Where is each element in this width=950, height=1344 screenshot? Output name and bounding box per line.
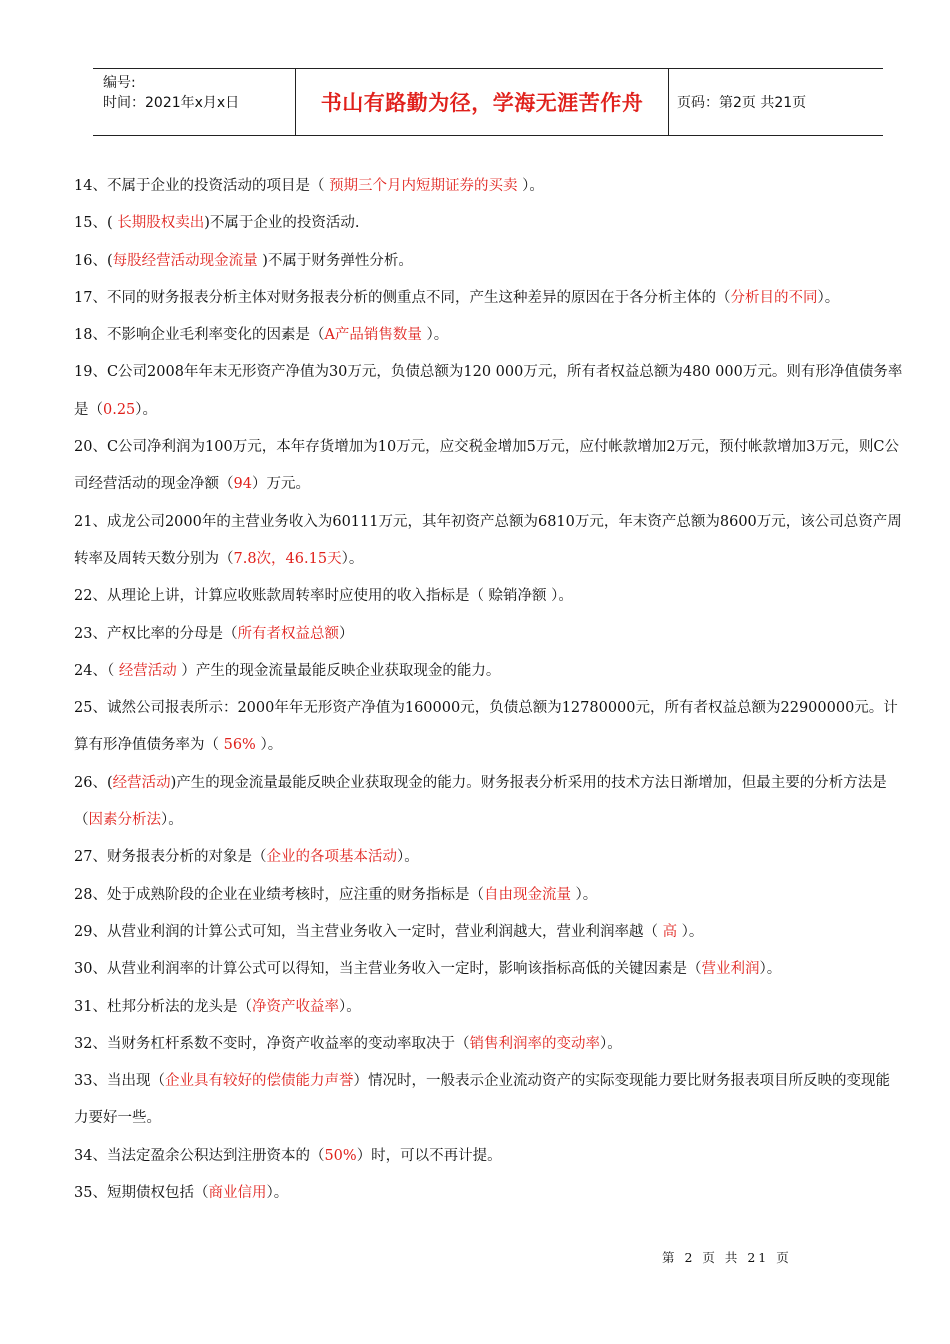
question-text: 19、C公司2008年年末无形资产净值为30万元，负债总额为120 000万元，所有者权益总额为480 000万元。则有形净值债务率是（ [74, 364, 903, 418]
question-text: 25、诚然公司报表所示：2000年年无形资产净值为160000元，负债总额为12780000元，所有者权益总额为22900000元。计算有形净值债务率为（ [74, 700, 898, 754]
page-indicator: 页码：第2页 共21页 [677, 95, 807, 111]
question-item [74, 1026, 904, 1063]
question-item [74, 839, 904, 876]
question-item [74, 653, 904, 690]
question-text: 29、从营业利润的计算公式可知，当主营业务收入一定时，营业利润越大，营业利润率越（ [74, 923, 663, 940]
question-text: 33、当出现（ [74, 1073, 165, 1090]
question-text: )不属于企业的投资活动. [204, 215, 360, 232]
question-list [74, 168, 904, 1212]
question-text: 18、不影响企业毛利率变化的因素是（ [74, 327, 325, 344]
question-text: 31、杜邦分析法的龙头是（ [74, 998, 252, 1015]
answer-text: 经营活动 [112, 774, 171, 791]
answer-text: 分析目的不同 [730, 289, 818, 306]
answer-text: 因素分析法 [88, 812, 161, 829]
answer-text: 7.8次，46.15天 [233, 550, 342, 567]
question-text: 34、当法定盈余公积达到注册资本的（ [74, 1147, 325, 1164]
question-text: 24、（ [74, 662, 119, 679]
question-item [74, 317, 904, 354]
number-label: 编号: [103, 75, 136, 91]
answer-text: 长期股权卖出 [117, 215, 205, 232]
answer-text: 0.25 [103, 401, 136, 418]
answer-text: 企业具有较好的偿债能力声誉 [164, 1073, 354, 1090]
question-text: )不属于财务弹性分析。 [257, 252, 413, 269]
question-text: ）。 [161, 812, 183, 829]
question-text: 15、( [74, 215, 118, 232]
answer-text: 94 [233, 476, 252, 493]
question-text: 22、从理论上讲，计算应收账款周转率时应使用的收入指标是（ 赊销净额 ）。 [74, 588, 573, 605]
answer-text: 56% [223, 737, 256, 754]
question-item [74, 168, 904, 205]
question-text: 30、从营业利润率的计算公式可以得知，当主营业务收入一定时，影响该指标高低的关键因素是（ [74, 961, 702, 978]
answer-text: 每股经营活动现金流量 [112, 252, 258, 269]
question-item [74, 205, 904, 242]
answer-text: 自由现金流量 [483, 886, 571, 903]
question-text: 23、产权比率的分母是（ [74, 625, 238, 642]
question-item [74, 243, 904, 280]
answer-text: 商业信用 [208, 1185, 267, 1202]
answer-text: 净资产收益率 [251, 998, 339, 1015]
question-text: )产生的现金流量最能反映企业获取现金的能力。财务报表分析采用的技术方法日渐增加，但最主要的分析方法是（ [74, 774, 887, 829]
question-text: ）产生的现金流量最能反映企业获取现金的能力。 [176, 662, 501, 679]
motto: 书山有路勤为径，学海无涯苦作舟 [295, 69, 669, 135]
question-item [74, 280, 904, 317]
question-text: 21、成龙公司2000年的主营业务收入为60111万元，其年初资产总额为6810万元，年末资产总额为8600万元，该公司总资产周转率及周转天数分别为（ [74, 513, 902, 567]
answer-text: 高 [662, 923, 678, 940]
question-text: ）。 [599, 1035, 622, 1052]
question-text: 14、不属于企业的投资活动的项目是（ [74, 178, 330, 194]
question-text: ）。 [266, 1185, 289, 1202]
answer-text: 50% [324, 1147, 357, 1164]
question-text: ）。 [517, 178, 544, 194]
question-text: ）。 [341, 550, 364, 567]
question-text: ） [338, 625, 354, 642]
question-item [74, 1063, 904, 1138]
question-item [74, 1175, 904, 1212]
question-text: ）情况时，一般表示企业流动资产的实际变现能力要比财务报表项目所反映的变现能力要好一些。 [74, 1073, 890, 1127]
question-item [74, 504, 904, 579]
answer-text: 预期三个月内短期证券的买卖 [329, 178, 518, 194]
time-label: 时间：2021年x月x日 [103, 95, 240, 111]
question-item [74, 616, 904, 653]
answer-text: 营业利润 [701, 961, 760, 978]
question-item [74, 989, 904, 1026]
page-header [93, 68, 883, 136]
question-text: ）万元。 [251, 476, 310, 493]
question-text: ）。 [759, 961, 782, 978]
question-item [74, 578, 904, 615]
answer-text: A产品销售数量 [324, 327, 422, 344]
question-text: ）。 [135, 401, 158, 418]
page-footer: 第 2 页 共 21 页 [662, 1250, 792, 1265]
answer-text: 销售利润率的变动率 [469, 1035, 600, 1052]
question-item [74, 690, 904, 765]
question-item [74, 951, 904, 988]
question-text: 26、( [74, 774, 113, 791]
question-text: ）。 [338, 998, 361, 1015]
question-item [74, 765, 904, 840]
question-text: ）。 [255, 737, 283, 754]
question-text: ）。 [396, 849, 419, 866]
question-text: ）时，可以不再计提。 [356, 1147, 502, 1164]
question-text: 17、不同的财务报表分析主体对财务报表分析的侧重点不同，产生这种差异的原因在于各分析主体的（ [74, 289, 731, 306]
question-text: ）。 [817, 289, 840, 306]
question-text: 32、当财务杠杆系数不变时，净资产收益率的变动率取决于（ [74, 1035, 470, 1052]
question-item [74, 914, 904, 951]
answer-text: 企业的各项基本活动 [266, 849, 397, 866]
question-text: ）。 [421, 327, 449, 344]
answer-text: 经营活动 [118, 662, 177, 679]
answer-text: 所有者权益总额 [237, 625, 339, 642]
question-item [74, 429, 904, 504]
question-text: 20、C公司净利润为100万元，本年存货增加为10万元，应交税金增加5万元，应付帐款增加2万元，预付帐款增加3万元，则C公司经营活动的现金净额（ [74, 439, 899, 493]
question-text: 16、( [74, 252, 113, 269]
question-item [74, 354, 904, 429]
question-text: 35、短期债权包括（ [74, 1185, 209, 1202]
question-item [74, 877, 904, 914]
question-item [74, 1138, 904, 1175]
header-meta [93, 69, 295, 135]
question-text: 28、处于成熟阶段的企业在业绩考核时，应注重的财务指标是（ [74, 886, 484, 903]
question-text: 27、财务报表分析的对象是（ [74, 849, 267, 866]
question-text: ）。 [677, 923, 704, 940]
question-text: ）。 [570, 886, 598, 903]
